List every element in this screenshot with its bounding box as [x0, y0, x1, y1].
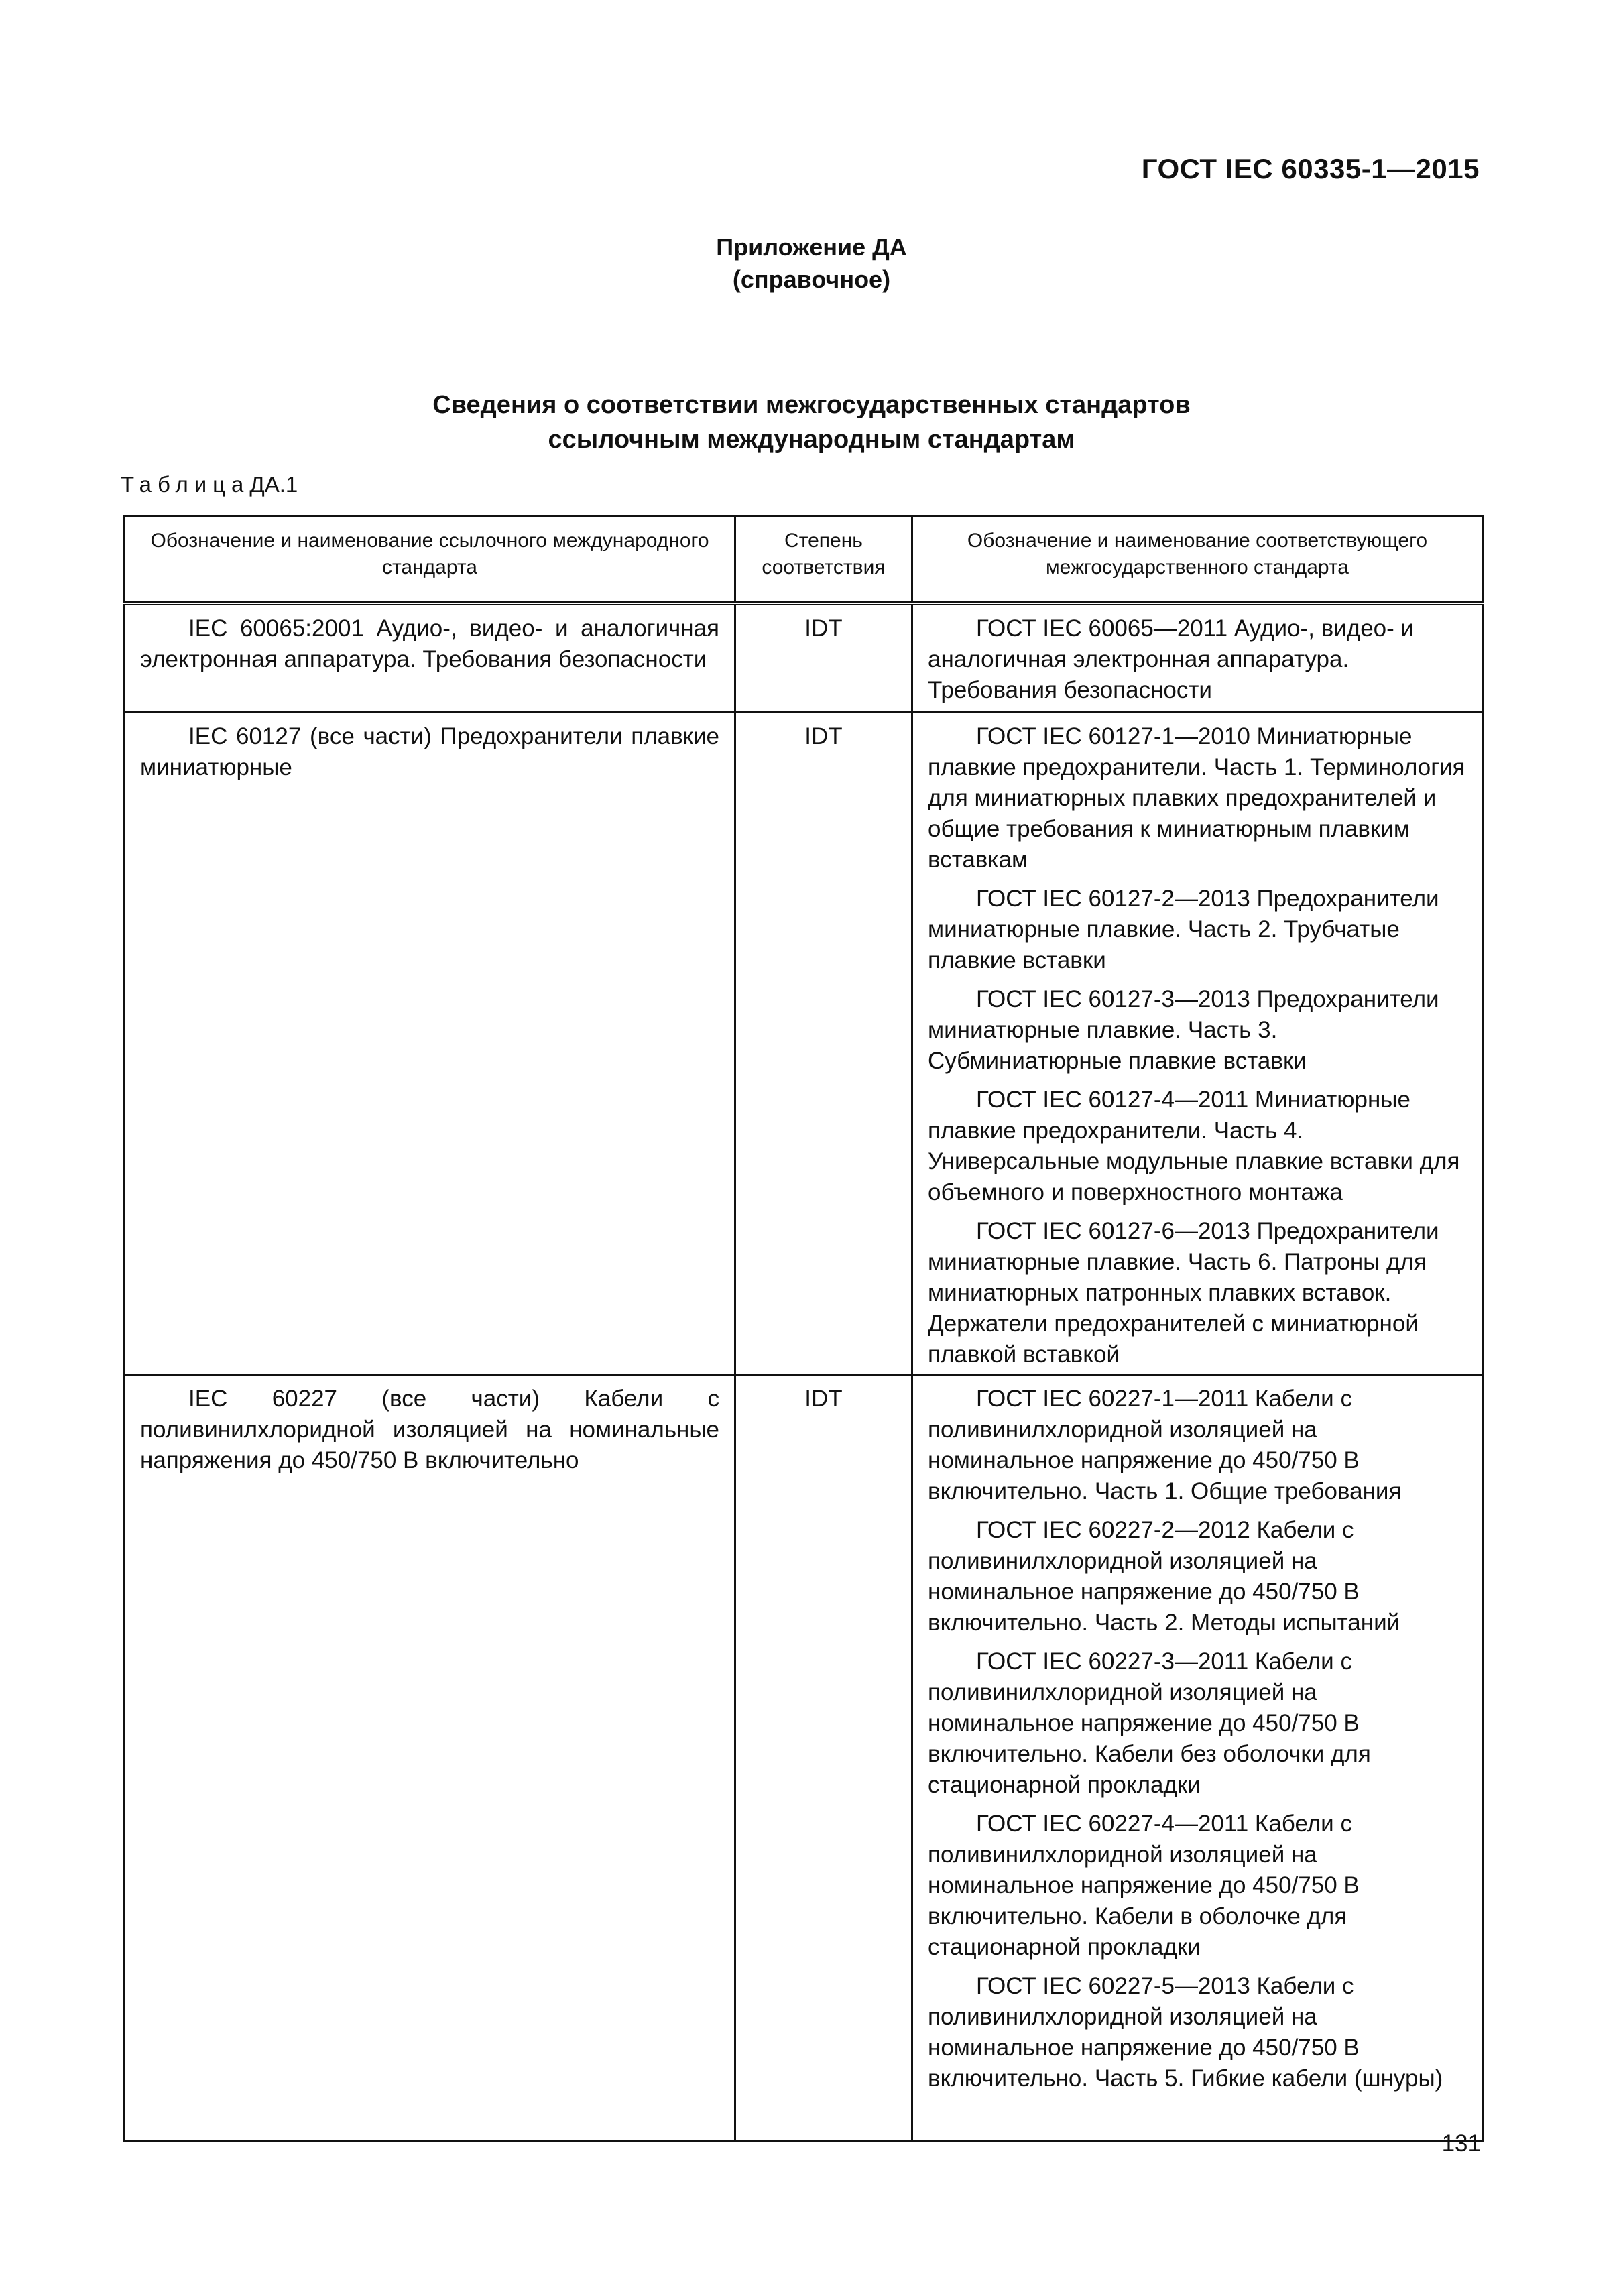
- header-interstate-standard: Обозначение и наименование соответствующего межгосударственного стандарта: [912, 516, 1483, 604]
- gost-entry: ГОСТ IEC 60227-1—2011 Кабели с поливинилхлоридной изоляцией на номинальное напряжение до 450/750 В включительно. Часть 1. Общие требования: [928, 1385, 1402, 1504]
- header-international-standard: Обозначение и наименование ссылочного международного стандарта: [125, 516, 735, 604]
- gost-entry: ГОСТ IEC 60227-5—2013 Кабели с поливинилхлоридной изоляцией на номинальное напряжение до 450/750 В включительно. Часть 5. Гибкие кабели (шнуры): [928, 1972, 1443, 2092]
- annex-title: Приложение ДА: [716, 233, 907, 261]
- gost-entry: ГОСТ IEC 60227-3—2011 Кабели с поливинилхлоридной изоляцией на номинальное напряжение до 450/750 В включительно. Кабели без оболочки для стационарной прокладки: [928, 1648, 1371, 1798]
- cell-degree: [735, 712, 912, 1374]
- section-title-line-1: Сведения о соответствии межгосударственных стандартов: [432, 391, 1191, 419]
- gost-entry: ГОСТ IEC 60127-3—2013 Предохранители миниатюрные плавкие. Часть 3. Субминиатюрные плавкие вставки: [928, 985, 1439, 1074]
- international-standard-text: IEC 60227 (все части) Кабели с поливинилхлоридной изоляцией на номинальные напряжения до 450/750 В включительно: [140, 1385, 719, 1473]
- gost-entry: ГОСТ IEC 60065—2011 Аудио-, видео- и аналогичная электронная аппаратура. Требования безопасности: [928, 615, 1415, 703]
- gost-entry: ГОСТ IEC 60227-2—2012 Кабели с поливинилхлоридной изоляцией на номинальное напряжение до 450/750 В включительно. Часть 2. Методы испытаний: [928, 1516, 1400, 1636]
- cell-international-standard: [125, 712, 735, 1374]
- document-code: ГОСТ IEC 60335-1—2015: [1141, 153, 1480, 184]
- gost-entry: ГОСТ IEC 60127-2—2013 Предохранители миниатюрные плавкие. Часть 2. Трубчатые плавкие вставки: [928, 885, 1439, 973]
- gost-entry: ГОСТ IEC 60127-1—2010 Миниатюрные плавкие предохранители. Часть 1. Терминология для миниатюрных плавких предохранителей и общие требования к миниатюрным плавким вставкам: [928, 723, 1465, 873]
- annex-note: (справочное): [732, 265, 891, 293]
- table-caption: [121, 472, 298, 497]
- table-caption-number: ДА.1: [249, 472, 298, 497]
- section-title-line-2: ссылочным международным стандартам: [548, 426, 1075, 454]
- table-row: [125, 1374, 1483, 2140]
- cell-interstate-standard: [912, 603, 1483, 712]
- table-caption-word: Таблица: [121, 472, 250, 497]
- cell-degree: [735, 603, 912, 712]
- degree-text: IDT: [804, 723, 843, 749]
- degree-text: IDT: [804, 615, 843, 642]
- gost-entry: ГОСТ IEC 60127-4—2011 Миниатюрные плавкие предохранители. Часть 4. Универсальные модульные плавкие вставки для объемного и поверхностного монтажа: [928, 1086, 1460, 1205]
- cell-international-standard: [125, 603, 735, 712]
- correspondence-table: [123, 515, 1484, 2142]
- cell-degree: [735, 1374, 912, 2140]
- international-standard-text: IEC 60065:2001 Аудио-, видео- и аналогичная электронная аппаратура. Требования безопасности: [140, 615, 719, 672]
- page-number: 131: [1441, 2130, 1481, 2157]
- table-header-row: [125, 516, 1483, 604]
- international-standard-text: IEC 60127 (все части) Предохранители плавкие миниатюрные: [140, 723, 719, 780]
- table-row: [125, 712, 1483, 1374]
- degree-text: IDT: [804, 1385, 843, 1412]
- gost-entry: ГОСТ IEC 60127-6—2013 Предохранители миниатюрные плавкие. Часть 6. Патроны для миниатюрных патронных плавких вставок. Держатели предохранителей с миниатюрной плавкой вставкой: [928, 1217, 1439, 1368]
- cell-international-standard: [125, 1374, 735, 2140]
- table-row: [125, 603, 1483, 712]
- cell-interstate-standard: [912, 712, 1483, 1374]
- cell-interstate-standard: [912, 1374, 1483, 2140]
- header-degree: Степень соответствия: [735, 516, 912, 604]
- section-title: [0, 387, 1623, 457]
- gost-entry: ГОСТ IEC 60227-4—2011 Кабели с поливинилхлоридной изоляцией на номинальное напряжение до 450/750 В включительно. Кабели в оболочке для стационарной прокладки: [928, 1810, 1360, 1960]
- annex-heading: [0, 231, 1623, 296]
